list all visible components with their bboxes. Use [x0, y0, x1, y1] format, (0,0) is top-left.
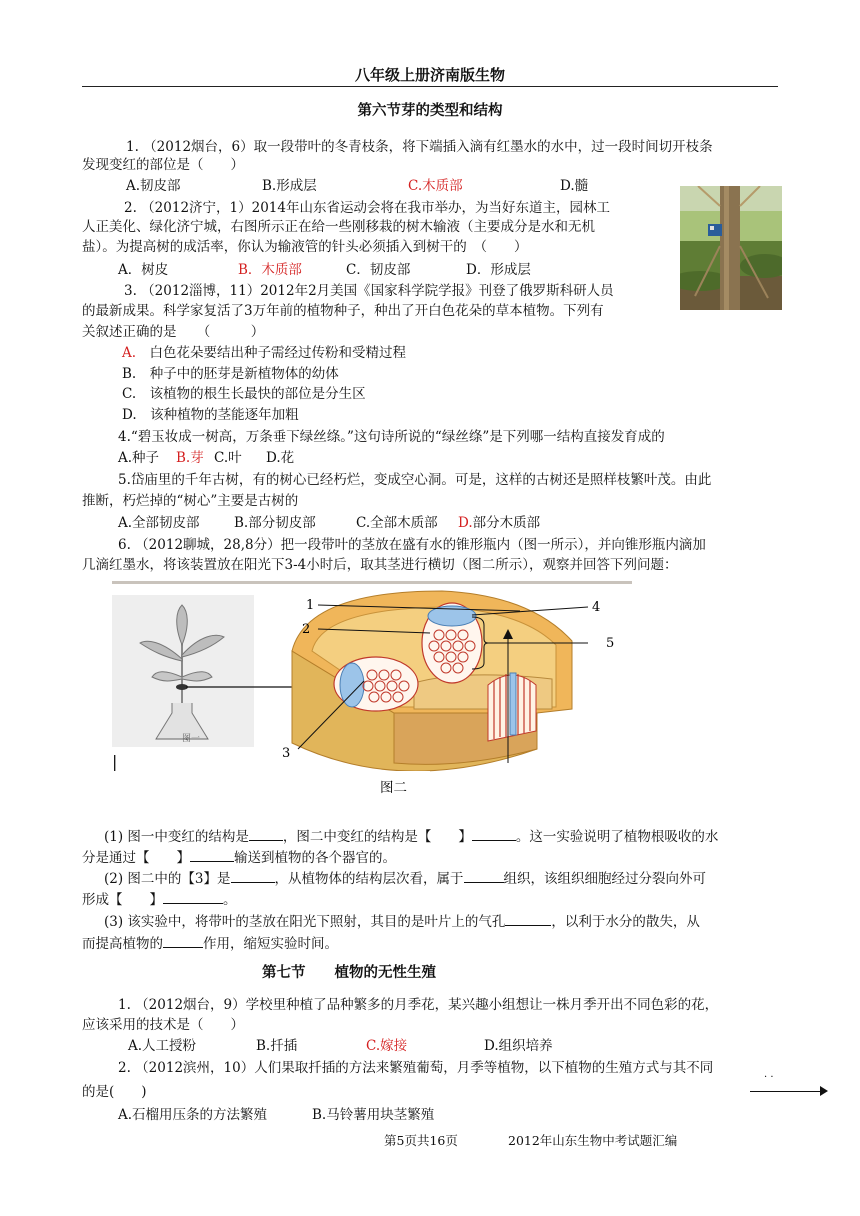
answer-blank[interactable]	[163, 935, 203, 948]
q3-option-d: D. 该种植物的茎能逐年加粗	[122, 407, 299, 423]
q4-line1: 4.“碧玉妆成一树高，万条垂下绿丝绦。”这句诗所说的“绿丝绦”是下列哪一结构直接发育成的	[118, 429, 665, 445]
q5-option-a: A.全部韧皮部	[118, 515, 200, 531]
q6-p3-text-d: 作用，缩短实验时间。	[203, 936, 338, 952]
q5-option-d: D.部分木质部	[458, 515, 541, 531]
q4-option-b: B.芽	[176, 450, 204, 466]
label-2: 2	[302, 622, 311, 637]
q5-option-b: B.部分韧皮部	[234, 515, 316, 531]
q6-part1-line2	[82, 846, 396, 866]
answer-blank[interactable]	[163, 891, 223, 904]
q6-figures	[112, 581, 632, 803]
q3-line3: 关叙述正确的是 （ ）	[82, 324, 265, 340]
page-header: 八年级上册济南版生物	[354, 66, 505, 84]
q6-p3-text-b: ，以利于水分的散失，从	[551, 914, 700, 930]
q5-line1: 5.岱庙里的千年古树，有的树心已经朽烂，变成空心洞。可是，这样的古树还是照样枝繁叶茂。由此	[118, 472, 712, 488]
s7-q2-line2: 的是( )	[82, 1084, 147, 1100]
q6-p1-text-e: 输送到植物的各个器官的。	[234, 850, 396, 866]
answer-blank[interactable]	[249, 828, 283, 841]
section7-title: 第七节 植物的无性生殖	[262, 964, 436, 981]
footer-page: 第5页共16页	[384, 1133, 458, 1148]
q6-p2-text-d: 形成【 】	[82, 892, 163, 908]
q6-part3-line2	[82, 932, 338, 952]
q6-figure-svg	[112, 581, 632, 803]
figure-top-rule	[112, 581, 632, 584]
q2-option-d: D．形成层	[466, 262, 531, 278]
q6-line2: 几滴红墨水，将该装置放在阳光下3-4小时后，取其茎进行横切（图二所示），观察并回答下列问题：	[82, 557, 678, 573]
q1-option-c: C.木质部	[408, 178, 463, 194]
footer-source: 2012年山东生物中考试题汇编	[508, 1133, 678, 1148]
label-1: 1	[306, 598, 315, 613]
text-cursor-mark: |	[112, 752, 118, 771]
tree-infusion-photo	[680, 186, 782, 310]
s7-q1-option-a: A.人工授粉	[128, 1038, 197, 1054]
q6-p1-text-d: 分是通过【 】	[82, 850, 190, 866]
answer-blank[interactable]	[231, 870, 275, 883]
q6-part2-line1	[104, 867, 706, 887]
q6-p2-text-e: 。	[223, 892, 237, 908]
q1-option-d: D.髓	[560, 178, 589, 194]
q6-p3-text-c: 而提高植物的	[82, 936, 163, 952]
q4-option-a: A.种子	[118, 450, 160, 466]
q5-option-c: C.全部木质部	[356, 515, 438, 531]
continue-arrow-head	[820, 1086, 828, 1096]
s7-q2-option-a: A.石榴用压条的方法繁殖	[118, 1107, 268, 1123]
q6-part2-line2	[82, 888, 237, 908]
q6-part1-line1	[104, 825, 718, 845]
q6-p1-text-c: 。这一实验说明了植物根吸收的水	[515, 829, 719, 845]
s7-q1-option-c: C.嫁接	[366, 1038, 408, 1054]
figure2-stem-section	[292, 591, 572, 771]
q2-option-c: C．韧皮部	[346, 262, 411, 278]
s7-q2-option-b: B.马铃薯用块茎繁殖	[312, 1107, 435, 1123]
q6-p2-text-a: (2) 图二中的【3】是	[104, 871, 231, 887]
q6-part3-line1	[104, 910, 700, 930]
q6-p2-text-c: 组织，该组织细胞经过分裂向外可	[503, 871, 707, 887]
q1-stem-line1: 1. （2012烟台，6）取一段带叶的冬青枝条，将下端插入滴有红墨水的水中，过一段时间切开枝条	[126, 139, 713, 155]
q3-option-b: B. 种子中的胚芽是新植物体的幼体	[122, 366, 339, 382]
s7-q1-line1: 1. （2012烟台，9）学校里种植了品种繁多的月季花，某兴趣小组想让一株月季开出不同色彩的花，	[118, 997, 719, 1013]
answer-blank[interactable]	[505, 913, 551, 926]
q2-line2: 人正美化、绿化济宁城，右图所示正在给一些刚移栽的树木输液（主要成分是水和无机	[82, 219, 595, 235]
q1-option-a: A.韧皮部	[126, 178, 181, 194]
label-3: 3	[282, 746, 291, 761]
q3-option-a-text: 白色花朵要结出种子需经过传粉和受精过程	[136, 345, 407, 361]
answer-blank[interactable]	[464, 870, 504, 883]
answer-blank[interactable]	[472, 828, 516, 841]
q5-line2: 推断，朽烂掉的“树心”主要是古树的	[82, 493, 299, 509]
s7-q1-option-d: D.组织培养	[484, 1038, 553, 1054]
q3-option-a: A. 白色花朵要结出种子需经过传粉和受精过程	[122, 345, 407, 361]
q2-line3: 盐）。为提高树的成活率，你认为输液管的针头必须插入到树干的 （ ）	[82, 239, 528, 255]
q3-option-c: C. 该植物的根生长最快的部位是分生区	[122, 386, 366, 402]
answer-blank[interactable]	[190, 849, 234, 862]
q4-option-c: C.叶	[214, 450, 242, 466]
q6-p2-text-b: ，从植物体的结构层次看，属于	[274, 871, 464, 887]
section6-title: 第六节芽的类型和结构	[357, 102, 503, 119]
figure1-label: 图一	[182, 734, 201, 744]
q2-option-a: A．树皮	[118, 262, 169, 278]
s7-q1-option-b: B.扦插	[256, 1038, 298, 1054]
format-dots: · ·	[764, 1072, 774, 1083]
q2-line1: 2. （2012济宁，1）2014年山东省运动会将在我市举办，为当好东道主，园林工	[124, 200, 610, 216]
q6-p1-text-a: (1) 图一中变红的结构是	[104, 829, 249, 845]
figure2-label: 图二	[380, 780, 407, 796]
s7-q2-line1: 2. （2012滨州，10）人们果取扦插的方法来繁殖葡萄，月季等植物，以下植物的生殖方式与其不同	[118, 1060, 714, 1076]
q6-p1-text-b: ，图二中变红的结构是【 】	[282, 829, 472, 845]
q6-p3-text-a: (3) 该实验中，将带叶的茎放在阳光下照射，其目的是叶片上的气孔	[104, 914, 506, 930]
q5-option-d-text: 部分木质部	[472, 515, 541, 531]
q1-stem-line2: 发现变红的部位是（ ）	[82, 157, 244, 173]
q4-option-d: D.花	[266, 450, 295, 466]
q2-option-b: B．木质部	[238, 262, 302, 278]
q3-line1: 3. （2012淄博，11）2012年2月美国《国家科学院学报》刊登了俄罗斯科研人员	[124, 283, 614, 299]
q1-option-b: B.形成层	[262, 178, 317, 194]
label-4: 4	[592, 600, 601, 615]
figure1-flask	[112, 595, 254, 747]
s7-q1-line2: 应该采用的技术是（ ）	[82, 1017, 244, 1033]
label-5: 5	[606, 636, 615, 651]
continue-arrow-line	[750, 1091, 822, 1092]
header-rule	[82, 86, 778, 87]
q6-line1: 6. （2012聊城，28,8分）把一段带叶的茎放在盛有水的锥形瓶内（图一所示），并向锥形瓶内滴加	[118, 537, 706, 553]
q3-line2: 的最新成果。科学家复活了3万年前的植物种子，种出了开白色花朵的草本植物。下列有	[82, 303, 604, 319]
